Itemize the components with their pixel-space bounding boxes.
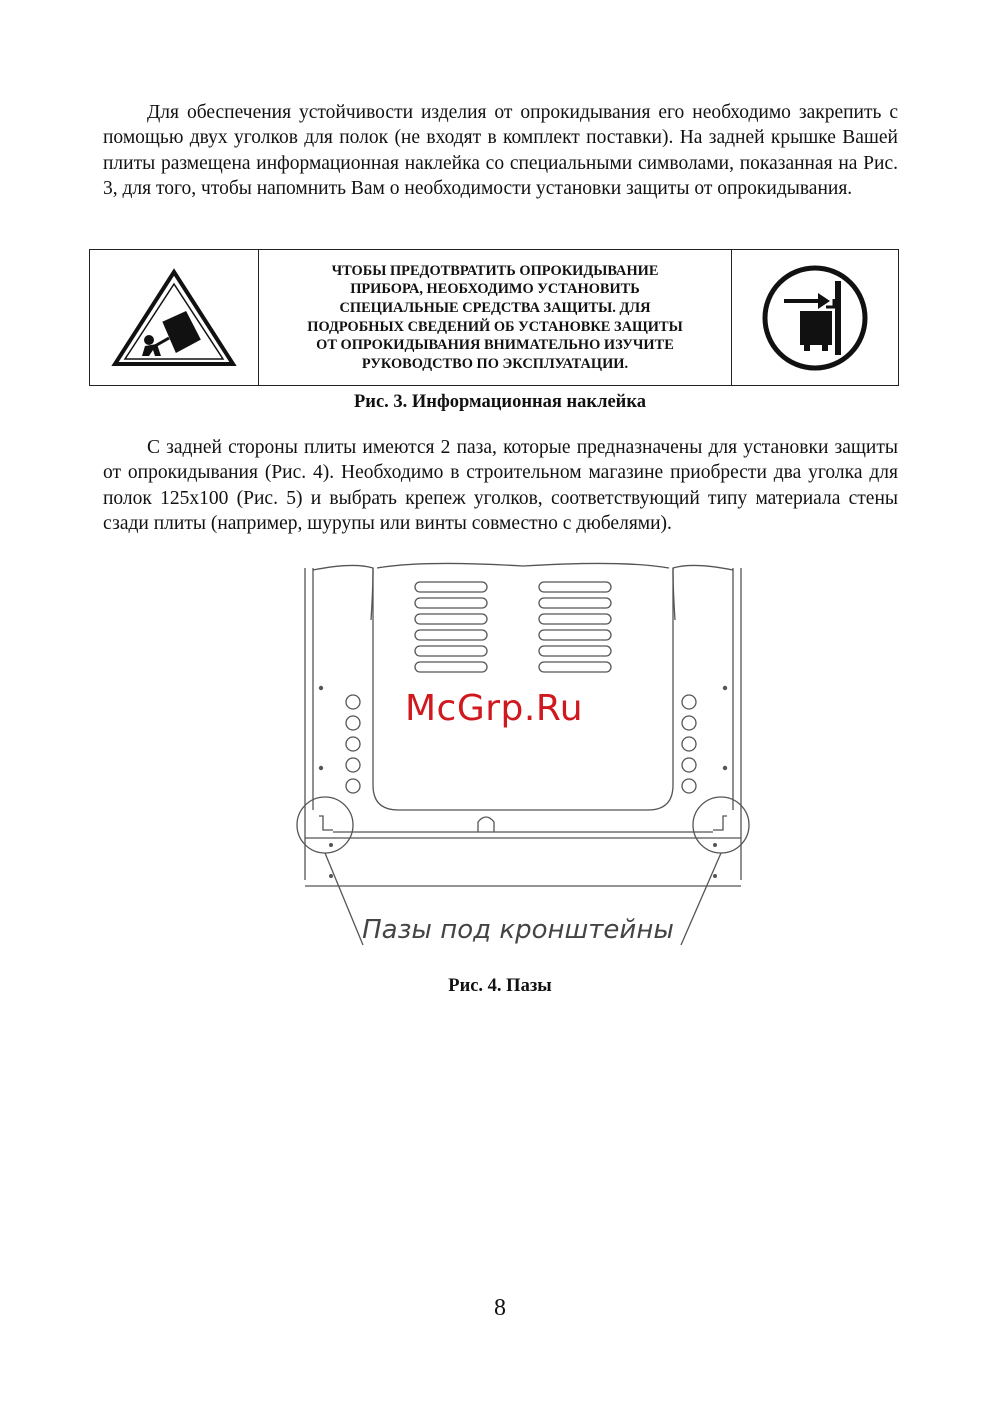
stove-back-drawing xyxy=(293,560,753,960)
figure3-caption: Рис. 3. Информационная наклейка xyxy=(354,392,646,412)
sticker-line: ПОДРОБНЫХ СВЕДЕНИЙ ОБ УСТАНОВКЕ ЗАЩИТЫ xyxy=(307,318,683,335)
sticker-left-cell xyxy=(90,250,259,385)
info-sticker xyxy=(89,249,899,386)
sticker-right-cell xyxy=(732,250,898,385)
sticker-line: ПРИБОРА, НЕОБХОДИМО УСТАНОВИТЬ xyxy=(350,281,640,298)
tipping-warning-icon xyxy=(109,268,239,368)
grooves-paragraph: С задней стороны плиты имеются 2 паза, которые предназначены для установки защиты от опрокидывания (Рис. 4). Необходимо в строительном магазине приобрести два уголка для полок 125х100 (Рис. 5) и выбрать крепеж уголков, соответствующий типу материала стены сзади плиты (например, шурупы или винты совместно с дюбелями). xyxy=(103,437,898,534)
watermark: McGrp.Ru xyxy=(405,688,584,729)
figure4-caption: Рис. 4. Пазы xyxy=(448,976,552,996)
intro-paragraph: Для обеспечения устойчивости изделия от опрокидывания его необходимо закрепить с помощью двух уголков для полок (не входят в комплект поставки). На задней крышке Вашей плиты размещена информационная наклейка со специальными символами, показанная на Рис. 3, для того, чтобы напомнить Вам о необходимости установки защиты от опрокидывания. xyxy=(103,102,898,199)
sticker-line: ОТ ОПРОКИДЫВАНИЯ ВНИМАТЕЛЬНО ИЗУЧИТЕ xyxy=(316,337,674,354)
sticker-line: СПЕЦИАЛЬНЫЕ СРЕДСТВА ЗАЩИТЫ. ДЛЯ xyxy=(339,299,651,316)
sticker-text xyxy=(259,250,732,385)
grooves-callout: Пазы под кронштейны xyxy=(362,915,674,945)
page-number: 8 xyxy=(494,1295,506,1321)
sticker-line: РУКОВОДСТВО ПО ЭКСПЛУАТАЦИИ. xyxy=(361,355,629,372)
sticker-line: ЧТОБЫ ПРЕДОТВРАТИТЬ ОПРОКИДЫВАНИЕ xyxy=(331,262,659,279)
anti-tip-bracket-icon xyxy=(760,263,870,373)
